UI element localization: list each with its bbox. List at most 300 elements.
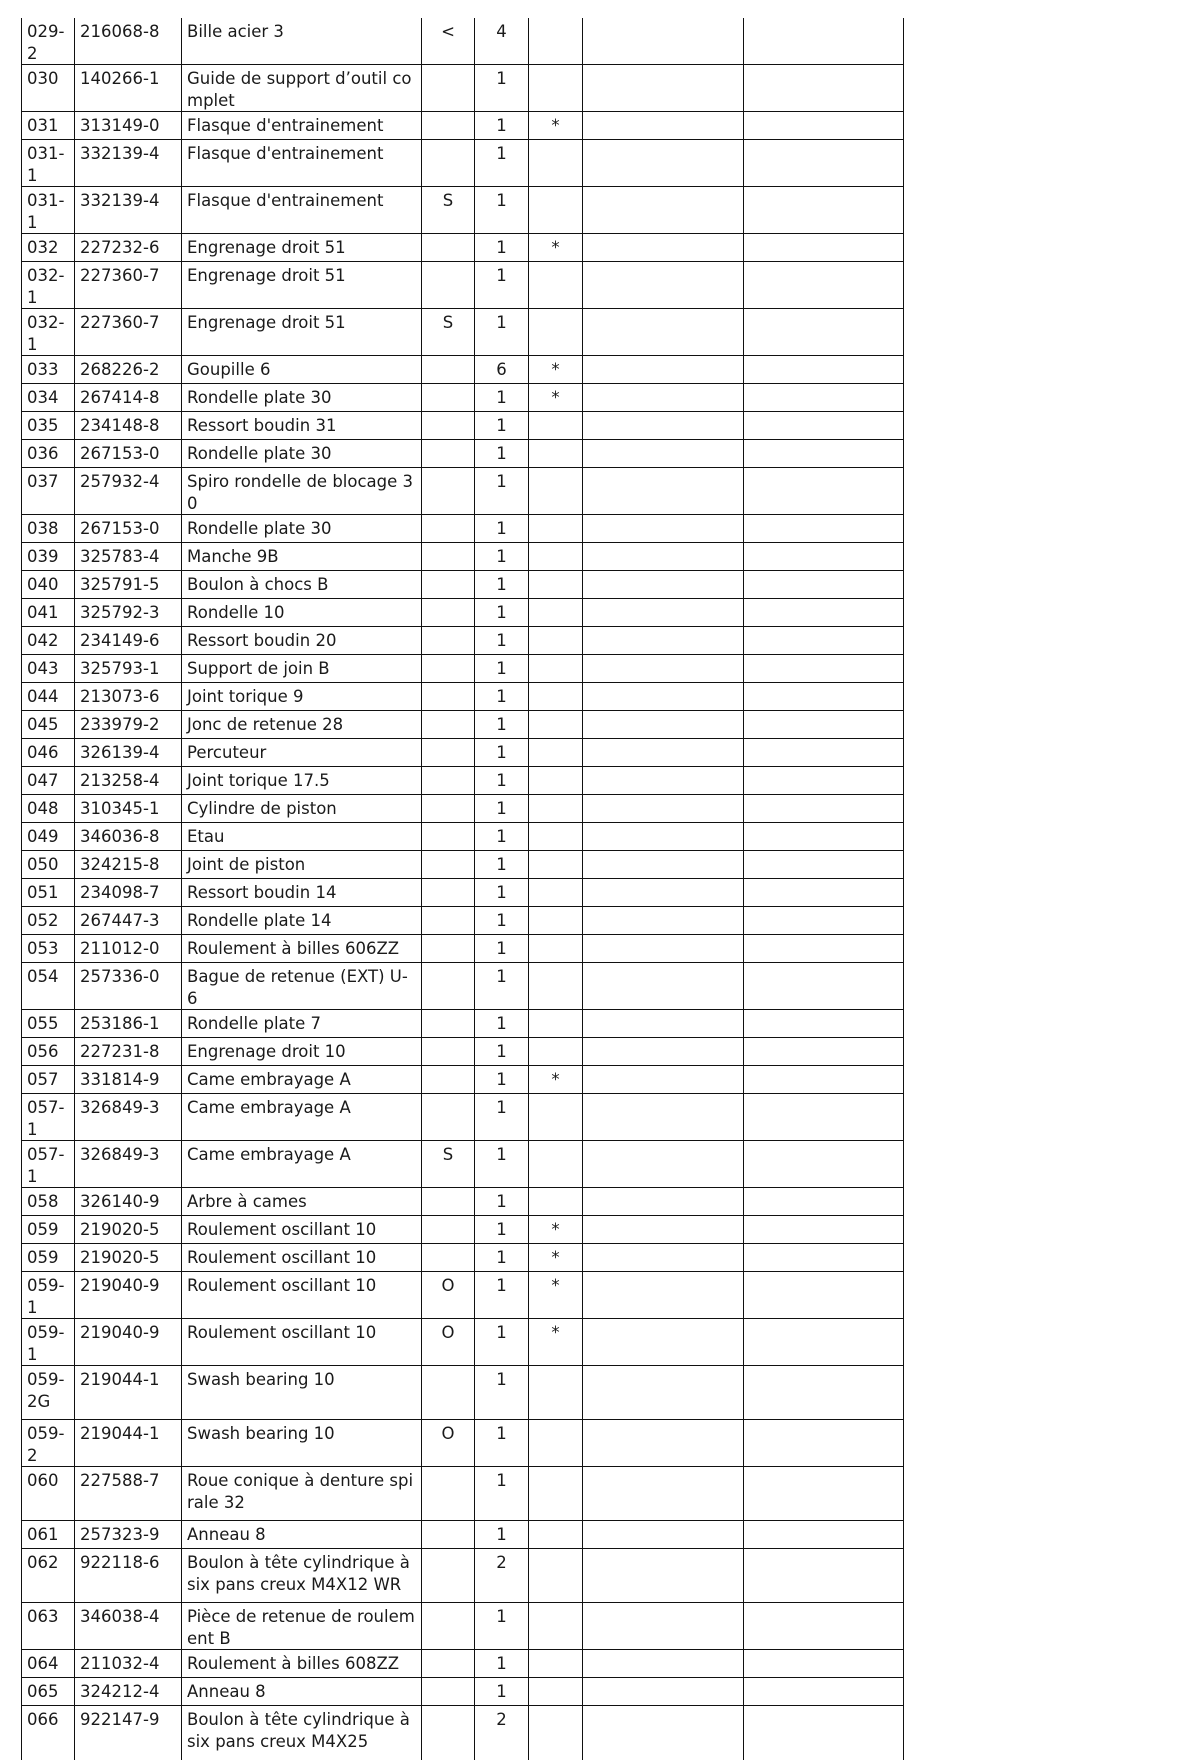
- item-number-cell: 064: [22, 1650, 75, 1678]
- blank-cell: [744, 1319, 904, 1366]
- code-cell: [422, 65, 475, 112]
- code-cell: [422, 823, 475, 851]
- table-row: [22, 112, 904, 140]
- blank-cell: [744, 140, 904, 187]
- quantity-cell: 1: [475, 571, 529, 599]
- code-cell: [422, 1188, 475, 1216]
- blank-cell: [744, 851, 904, 879]
- item-number-cell: 063: [22, 1603, 75, 1650]
- quantity-cell: 1: [475, 1650, 529, 1678]
- table-row: [22, 18, 904, 65]
- description-cell: Engrenage droit 51: [182, 262, 422, 309]
- blank-cell: [583, 1549, 744, 1603]
- description-cell: Ressort boudin 20: [182, 627, 422, 655]
- note-mark-cell: [529, 711, 583, 739]
- blank-cell: [583, 963, 744, 1010]
- table-row: [22, 627, 904, 655]
- note-mark-cell: [529, 767, 583, 795]
- blank-cell: [583, 823, 744, 851]
- blank-cell: [583, 795, 744, 823]
- item-number-cell: 055: [22, 1010, 75, 1038]
- note-mark-cell: [529, 655, 583, 683]
- blank-cell: [744, 935, 904, 963]
- blank-cell: [744, 1521, 904, 1549]
- description-cell: Percuteur: [182, 739, 422, 767]
- blank-cell: [583, 879, 744, 907]
- blank-cell: [583, 1272, 744, 1319]
- note-mark-cell: *: [529, 112, 583, 140]
- note-mark-cell: [529, 515, 583, 543]
- code-cell: [422, 963, 475, 1010]
- blank-cell: [744, 963, 904, 1010]
- blank-cell: [744, 739, 904, 767]
- item-number-cell: 059-2G: [22, 1366, 75, 1420]
- item-number-cell: 030: [22, 65, 75, 112]
- code-cell: [422, 1678, 475, 1706]
- part-number-cell: 326139-4: [75, 739, 182, 767]
- note-mark-cell: *: [529, 384, 583, 412]
- item-number-cell: 038: [22, 515, 75, 543]
- table-row: [22, 384, 904, 412]
- note-mark-cell: [529, 1549, 583, 1603]
- table-row: [22, 1066, 904, 1094]
- part-number-cell: 325791-5: [75, 571, 182, 599]
- code-cell: [422, 767, 475, 795]
- part-number-cell: 332139-4: [75, 187, 182, 234]
- description-cell: Bague de retenue (EXT) U-6: [182, 963, 422, 1010]
- part-number-cell: 219020-5: [75, 1216, 182, 1244]
- table-row: [22, 65, 904, 112]
- table-row: [22, 1141, 904, 1188]
- item-number-cell: 050: [22, 851, 75, 879]
- blank-cell: [744, 262, 904, 309]
- quantity-cell: 1: [475, 1678, 529, 1706]
- part-number-cell: 325793-1: [75, 655, 182, 683]
- part-number-cell: 332139-4: [75, 140, 182, 187]
- item-number-cell: 056: [22, 1038, 75, 1066]
- blank-cell: [583, 627, 744, 655]
- part-number-cell: 219020-5: [75, 1244, 182, 1272]
- blank-cell: [583, 262, 744, 309]
- item-number-cell: 032: [22, 234, 75, 262]
- blank-cell: [583, 683, 744, 711]
- description-cell: Rondelle plate 30: [182, 515, 422, 543]
- blank-cell: [744, 1141, 904, 1188]
- blank-cell: [744, 767, 904, 795]
- code-cell: [422, 515, 475, 543]
- quantity-cell: 1: [475, 262, 529, 309]
- part-number-cell: 346038-4: [75, 1603, 182, 1650]
- table-row: [22, 767, 904, 795]
- blank-cell: [583, 356, 744, 384]
- description-cell: Engrenage droit 10: [182, 1038, 422, 1066]
- part-number-cell: 324215-8: [75, 851, 182, 879]
- blank-cell: [744, 412, 904, 440]
- blank-cell: [744, 711, 904, 739]
- quantity-cell: 1: [475, 1010, 529, 1038]
- blank-cell: [583, 655, 744, 683]
- item-number-cell: 060: [22, 1467, 75, 1521]
- blank-cell: [744, 1094, 904, 1141]
- note-mark-cell: [529, 795, 583, 823]
- note-mark-cell: [529, 468, 583, 515]
- description-cell: Goupille 6: [182, 356, 422, 384]
- blank-cell: [583, 935, 744, 963]
- blank-cell: [583, 1366, 744, 1420]
- note-mark-cell: [529, 1467, 583, 1521]
- blank-cell: [744, 18, 904, 65]
- description-cell: Roulement à billes 606ZZ: [182, 935, 422, 963]
- blank-cell: [583, 187, 744, 234]
- item-number-cell: 054: [22, 963, 75, 1010]
- description-cell: Jonc de retenue 28: [182, 711, 422, 739]
- code-cell: O: [422, 1319, 475, 1366]
- description-cell: Came embrayage A: [182, 1094, 422, 1141]
- note-mark-cell: [529, 739, 583, 767]
- item-number-cell: 029-2: [22, 18, 75, 65]
- code-cell: [422, 739, 475, 767]
- code-cell: [422, 468, 475, 515]
- item-number-cell: 048: [22, 795, 75, 823]
- code-cell: [422, 1066, 475, 1094]
- part-number-cell: 234148-8: [75, 412, 182, 440]
- note-mark-cell: *: [529, 356, 583, 384]
- table-row: [22, 795, 904, 823]
- description-cell: Support de join B: [182, 655, 422, 683]
- quantity-cell: 1: [475, 683, 529, 711]
- description-cell: Engrenage droit 51: [182, 309, 422, 356]
- code-cell: [422, 571, 475, 599]
- blank-cell: [583, 1244, 744, 1272]
- part-number-cell: 227231-8: [75, 1038, 182, 1066]
- item-number-cell: 051: [22, 879, 75, 907]
- part-number-cell: 267447-3: [75, 907, 182, 935]
- quantity-cell: 1: [475, 627, 529, 655]
- quantity-cell: 1: [475, 907, 529, 935]
- part-number-cell: 213073-6: [75, 683, 182, 711]
- description-cell: Bille acier 3: [182, 18, 422, 65]
- description-cell: Rondelle plate 14: [182, 907, 422, 935]
- description-cell: Ressort boudin 31: [182, 412, 422, 440]
- table-row: [22, 1603, 904, 1650]
- blank-cell: [744, 1366, 904, 1420]
- code-cell: [422, 140, 475, 187]
- part-number-cell: 326849-3: [75, 1094, 182, 1141]
- part-number-cell: 310345-1: [75, 795, 182, 823]
- table-row: [22, 1706, 904, 1760]
- note-mark-cell: [529, 140, 583, 187]
- description-cell: Manche 9B: [182, 543, 422, 571]
- code-cell: [422, 1467, 475, 1521]
- code-cell: [422, 683, 475, 711]
- blank-cell: [583, 1650, 744, 1678]
- code-cell: [422, 262, 475, 309]
- part-number-cell: 268226-2: [75, 356, 182, 384]
- item-number-cell: 062: [22, 1549, 75, 1603]
- blank-cell: [583, 1141, 744, 1188]
- note-mark-cell: *: [529, 234, 583, 262]
- code-cell: [422, 412, 475, 440]
- table-row: [22, 1094, 904, 1141]
- quantity-cell: 1: [475, 711, 529, 739]
- part-number-cell: 325783-4: [75, 543, 182, 571]
- code-cell: [422, 711, 475, 739]
- blank-cell: [744, 683, 904, 711]
- item-number-cell: 052: [22, 907, 75, 935]
- quantity-cell: 1: [475, 963, 529, 1010]
- quantity-cell: 1: [475, 739, 529, 767]
- blank-cell: [744, 187, 904, 234]
- blank-cell: [583, 767, 744, 795]
- code-cell: [422, 935, 475, 963]
- part-number-cell: 346036-8: [75, 823, 182, 851]
- code-cell: [422, 907, 475, 935]
- item-number-cell: 040: [22, 571, 75, 599]
- code-cell: [422, 1216, 475, 1244]
- code-cell: [422, 356, 475, 384]
- part-number-cell: 922147-9: [75, 1706, 182, 1760]
- description-cell: Roulement à billes 608ZZ: [182, 1650, 422, 1678]
- note-mark-cell: [529, 1366, 583, 1420]
- quantity-cell: 2: [475, 1549, 529, 1603]
- code-cell: [422, 1521, 475, 1549]
- note-mark-cell: [529, 1038, 583, 1066]
- quantity-cell: 1: [475, 599, 529, 627]
- blank-cell: [583, 739, 744, 767]
- quantity-cell: 1: [475, 515, 529, 543]
- code-cell: [422, 795, 475, 823]
- blank-cell: [744, 1038, 904, 1066]
- item-number-cell: 032-1: [22, 262, 75, 309]
- table-row: [22, 1678, 904, 1706]
- part-number-cell: 227360-7: [75, 262, 182, 309]
- description-cell: Flasque d'entrainement: [182, 112, 422, 140]
- blank-cell: [583, 1216, 744, 1244]
- description-cell: Cylindre de piston: [182, 795, 422, 823]
- table-row: [22, 1467, 904, 1521]
- note-mark-cell: [529, 907, 583, 935]
- parts-table: [21, 18, 904, 1760]
- blank-cell: [583, 1066, 744, 1094]
- item-number-cell: 049: [22, 823, 75, 851]
- blank-cell: [744, 1010, 904, 1038]
- quantity-cell: 1: [475, 412, 529, 440]
- part-number-cell: 219040-9: [75, 1319, 182, 1366]
- quantity-cell: 1: [475, 187, 529, 234]
- part-number-cell: 331814-9: [75, 1066, 182, 1094]
- part-number-cell: 267153-0: [75, 440, 182, 468]
- part-number-cell: 267414-8: [75, 384, 182, 412]
- description-cell: Swash bearing 10: [182, 1366, 422, 1420]
- quantity-cell: 1: [475, 1467, 529, 1521]
- code-cell: [422, 1244, 475, 1272]
- description-cell: Rondelle 10: [182, 599, 422, 627]
- table-row: [22, 907, 904, 935]
- table-row: [22, 356, 904, 384]
- table-row: [22, 468, 904, 515]
- blank-cell: [744, 234, 904, 262]
- description-cell: Boulon à chocs B: [182, 571, 422, 599]
- item-number-cell: 043: [22, 655, 75, 683]
- description-cell: Spiro rondelle de blocage 30: [182, 468, 422, 515]
- table-row: [22, 1038, 904, 1066]
- code-cell: [422, 384, 475, 412]
- description-cell: Boulon à tête cylindrique à six pans creux M4X12 WR: [182, 1549, 422, 1603]
- blank-cell: [744, 823, 904, 851]
- quantity-cell: 1: [475, 234, 529, 262]
- item-number-cell: 065: [22, 1678, 75, 1706]
- note-mark-cell: *: [529, 1244, 583, 1272]
- description-cell: Joint de piston: [182, 851, 422, 879]
- table-row: [22, 1244, 904, 1272]
- description-cell: Guide de support d’outil complet: [182, 65, 422, 112]
- blank-cell: [583, 309, 744, 356]
- part-number-cell: 219040-9: [75, 1272, 182, 1319]
- quantity-cell: 1: [475, 309, 529, 356]
- table-row: [22, 262, 904, 309]
- quantity-cell: 1: [475, 1244, 529, 1272]
- blank-cell: [583, 18, 744, 65]
- blank-cell: [583, 140, 744, 187]
- quantity-cell: 1: [475, 468, 529, 515]
- description-cell: Engrenage droit 51: [182, 234, 422, 262]
- part-number-cell: 227360-7: [75, 309, 182, 356]
- quantity-cell: 1: [475, 1272, 529, 1319]
- quantity-cell: 1: [475, 140, 529, 187]
- note-mark-cell: [529, 1141, 583, 1188]
- item-number-cell: 057: [22, 1066, 75, 1094]
- table-row: [22, 1650, 904, 1678]
- description-cell: Roue conique à denture spirale 32: [182, 1467, 422, 1521]
- note-mark-cell: [529, 543, 583, 571]
- table-row: [22, 1216, 904, 1244]
- blank-cell: [744, 65, 904, 112]
- code-cell: S: [422, 1141, 475, 1188]
- note-mark-cell: *: [529, 1319, 583, 1366]
- quantity-cell: 1: [475, 1420, 529, 1467]
- blank-cell: [583, 1094, 744, 1141]
- blank-cell: [744, 1467, 904, 1521]
- quantity-cell: 1: [475, 935, 529, 963]
- blank-cell: [583, 1188, 744, 1216]
- item-number-cell: 044: [22, 683, 75, 711]
- item-number-cell: 059-1: [22, 1272, 75, 1319]
- blank-cell: [583, 571, 744, 599]
- table-row: [22, 1188, 904, 1216]
- quantity-cell: 1: [475, 543, 529, 571]
- blank-cell: [744, 1244, 904, 1272]
- note-mark-cell: [529, 1094, 583, 1141]
- description-cell: Rondelle plate 30: [182, 384, 422, 412]
- table-row: [22, 823, 904, 851]
- description-cell: Rondelle plate 7: [182, 1010, 422, 1038]
- note-mark-cell: [529, 1650, 583, 1678]
- item-number-cell: 032-1: [22, 309, 75, 356]
- part-number-cell: 325792-3: [75, 599, 182, 627]
- note-mark-cell: [529, 1678, 583, 1706]
- item-number-cell: 042: [22, 627, 75, 655]
- part-number-cell: 140266-1: [75, 65, 182, 112]
- quantity-cell: 1: [475, 767, 529, 795]
- code-cell: [422, 1650, 475, 1678]
- code-cell: [422, 627, 475, 655]
- item-number-cell: 031-1: [22, 187, 75, 234]
- blank-cell: [744, 309, 904, 356]
- quantity-cell: 1: [475, 1216, 529, 1244]
- code-cell: [422, 851, 475, 879]
- quantity-cell: 1: [475, 1366, 529, 1420]
- part-number-cell: 227588-7: [75, 1467, 182, 1521]
- blank-cell: [583, 543, 744, 571]
- blank-cell: [583, 65, 744, 112]
- item-number-cell: 031: [22, 112, 75, 140]
- blank-cell: [583, 907, 744, 935]
- table-row: [22, 851, 904, 879]
- table-row: [22, 543, 904, 571]
- description-cell: Roulement oscillant 10: [182, 1319, 422, 1366]
- note-mark-cell: [529, 879, 583, 907]
- blank-cell: [583, 1467, 744, 1521]
- table-row: [22, 412, 904, 440]
- blank-cell: [744, 543, 904, 571]
- blank-cell: [583, 468, 744, 515]
- blank-cell: [744, 1272, 904, 1319]
- description-cell: Joint torique 9: [182, 683, 422, 711]
- blank-cell: [744, 1549, 904, 1603]
- quantity-cell: 1: [475, 795, 529, 823]
- table-row: [22, 571, 904, 599]
- blank-cell: [744, 515, 904, 543]
- code-cell: [422, 879, 475, 907]
- note-mark-cell: [529, 1521, 583, 1549]
- quantity-cell: 1: [475, 1521, 529, 1549]
- blank-cell: [744, 907, 904, 935]
- blank-cell: [744, 1216, 904, 1244]
- note-mark-cell: [529, 823, 583, 851]
- code-cell: [422, 599, 475, 627]
- item-number-cell: 034: [22, 384, 75, 412]
- blank-cell: [744, 440, 904, 468]
- blank-cell: [744, 627, 904, 655]
- part-number-cell: 267153-0: [75, 515, 182, 543]
- description-cell: Flasque d'entrainement: [182, 187, 422, 234]
- note-mark-cell: *: [529, 1272, 583, 1319]
- note-mark-cell: [529, 309, 583, 356]
- item-number-cell: 045: [22, 711, 75, 739]
- blank-cell: [744, 1706, 904, 1760]
- description-cell: Ressort boudin 14: [182, 879, 422, 907]
- part-number-cell: 211012-0: [75, 935, 182, 963]
- blank-cell: [583, 234, 744, 262]
- table-row: [22, 599, 904, 627]
- blank-cell: [744, 468, 904, 515]
- item-number-cell: 047: [22, 767, 75, 795]
- blank-cell: [744, 1650, 904, 1678]
- quantity-cell: 1: [475, 384, 529, 412]
- note-mark-cell: [529, 262, 583, 309]
- quantity-cell: 1: [475, 1603, 529, 1650]
- part-number-cell: 233979-2: [75, 711, 182, 739]
- part-number-cell: 216068-8: [75, 18, 182, 65]
- item-number-cell: 053: [22, 935, 75, 963]
- blank-cell: [583, 384, 744, 412]
- quantity-cell: 1: [475, 440, 529, 468]
- blank-cell: [744, 1678, 904, 1706]
- table-row: [22, 187, 904, 234]
- table-row: [22, 1272, 904, 1319]
- code-cell: [422, 1038, 475, 1066]
- item-number-cell: 059: [22, 1216, 75, 1244]
